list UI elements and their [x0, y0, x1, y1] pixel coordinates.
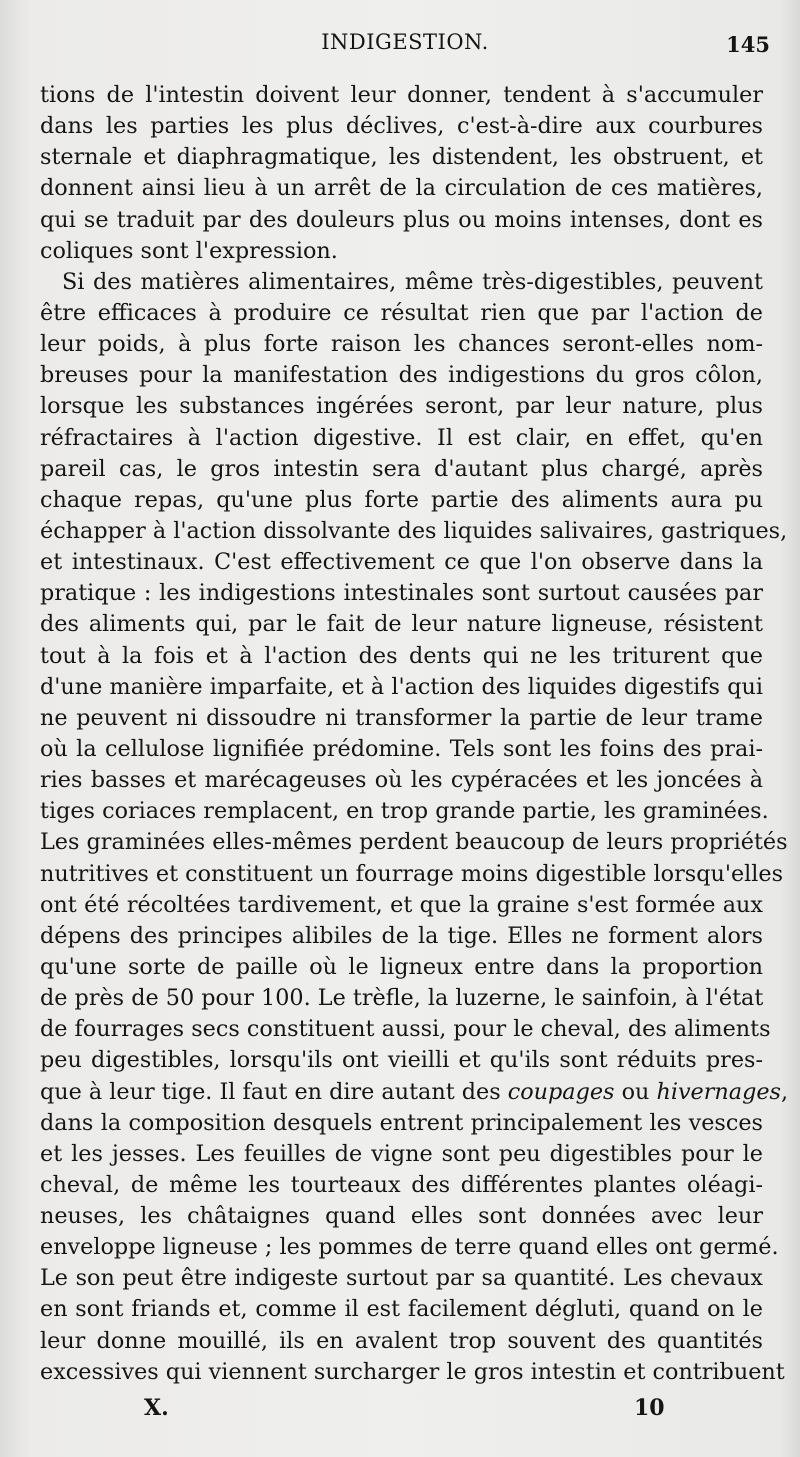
text-line: peu digestibles, lorsqu'ils ont vieilli et qu'ils sont réduits pres- [40, 1047, 763, 1074]
page-number: 145 [726, 32, 770, 57]
text-line: leur donne mouillé, ils en avalent trop souvent des quantités [40, 1327, 763, 1354]
text-line: dépens des principes alibiles de la tige. Elles ne forment alors [40, 922, 763, 949]
text-line: où la cellulose lignifiée prédomine. Tels sont les foins des prai- [40, 735, 763, 762]
text-line: d'une manière imparfaite, et à l'action des liquides digestifs qui [40, 673, 763, 700]
running-head [40, 30, 770, 62]
italic-term: coupages [507, 1078, 615, 1105]
text-line-with-italics [40, 1077, 789, 1108]
text-line: dans la composition desquels entrent principalement les vesces [40, 1109, 763, 1136]
text-line: lorsque les substances ingérées seront, par leur nature, plus [40, 393, 763, 420]
text-line: sternale et diaphragmatique, les distendent, les obstruent, et [40, 144, 763, 171]
text-line: ne peuvent ni dissoudre ni transformer la partie de leur trame [40, 704, 763, 731]
text-line: ont été récoltées tardivement, et que la graine s'est formée aux [40, 891, 763, 918]
text-line: tout à la fois et à l'action des dents qui ne les triturent que [40, 642, 763, 669]
body-text [40, 80, 789, 1388]
line-text: , [780, 1078, 789, 1105]
text-line: breuses pour la manifestation des indigestions du gros côlon, [40, 362, 763, 389]
text-line: pratique : les indigestions intestinales sont surtout causées par [40, 580, 763, 607]
text-line: et les jesses. Les feuilles de vigne sont peu digestibles pour le [40, 1140, 763, 1167]
text-line: qui se traduit par des douleurs plus ou moins intenses, dont es [40, 206, 763, 233]
text-line: qu'une sorte de paille où le ligneux entre dans la proportion [40, 953, 763, 980]
italic-term: hivernages [656, 1078, 781, 1105]
text-line: de près de 50 pour 100. Le trèfle, la luzerne, le sainfoin, à l'état [40, 985, 764, 1012]
text-line: de fourrages secs constituent aussi, pour le cheval, des aliments [40, 1016, 771, 1043]
running-title: INDIGESTION. [321, 30, 489, 54]
text-line: échapper à l'action dissolvante des liquides salivaires, gastriques, [40, 517, 788, 544]
text-line: neuses, les châtaignes quand elles sont données avec leur [40, 1203, 763, 1230]
text-line: pareil cas, le gros intestin sera d'autant plus chargé, après [40, 455, 763, 482]
line-text: que à leur tige. Il faut en dire autant des [40, 1078, 508, 1105]
text-line: dans les parties les plus déclives, c'est-à-dire aux courbures [40, 113, 763, 140]
text-line: leur poids, à plus forte raison les chances seront-elles nom- [40, 331, 763, 358]
text-line: donnent ainsi lieu à un arrêt de la circulation de ces matières, [40, 175, 763, 202]
text-line: ries basses et marécageuses où les cypéracées et les joncées à [40, 767, 763, 794]
text-line: cheval, de même les tourteaux des différentes plantes oléagi- [40, 1171, 763, 1198]
line-text: ou [614, 1078, 657, 1105]
text-line: Le son peut être indigeste surtout par sa quantité. Les chevaux [40, 1265, 763, 1292]
text-line: et intestinaux. C'est effectivement ce que l'on observe dans la [40, 549, 763, 576]
text-line: coliques sont l'expression. [40, 237, 338, 264]
text-line: Les graminées elles-mêmes perdent beaucoup de leurs propriétés [40, 829, 788, 856]
text-line: chaque repas, qu'une plus forte partie des aliments aura pu [40, 486, 763, 513]
text-line: tions de l'intestin doivent leur donner, tendent à s'accumuler [40, 82, 763, 108]
text-line: des aliments qui, par le fait de leur nature ligneuse, résistent [40, 611, 763, 638]
sheet-number: 10 [634, 1395, 665, 1421]
text-line: réfractaires à l'action digestive. Il est clair, en effet, qu'en [40, 424, 763, 451]
text-line: excessives qui viennent surcharger le gros intestin et contribuent [40, 1358, 785, 1385]
text-line: en sont friands et, comme il est facilement dégluti, quand on le [40, 1296, 763, 1323]
text-line: être efficaces à produire ce résultat rien que par l'action de [40, 299, 763, 326]
page-footer [40, 1395, 763, 1425]
paragraph-start-line: Si des matières alimentaires, même très-digestibles, peuvent [62, 268, 763, 295]
text-line: enveloppe ligneuse ; les pommes de terre quand elles ont germé. [40, 1234, 779, 1261]
text-line: tiges coriaces remplacent, en trop grande partie, les graminées. [40, 798, 769, 825]
text-line: nutritives et constituent un fourrage moins digestible lorsqu'elles [40, 860, 784, 887]
signature-mark: X. [144, 1395, 169, 1421]
